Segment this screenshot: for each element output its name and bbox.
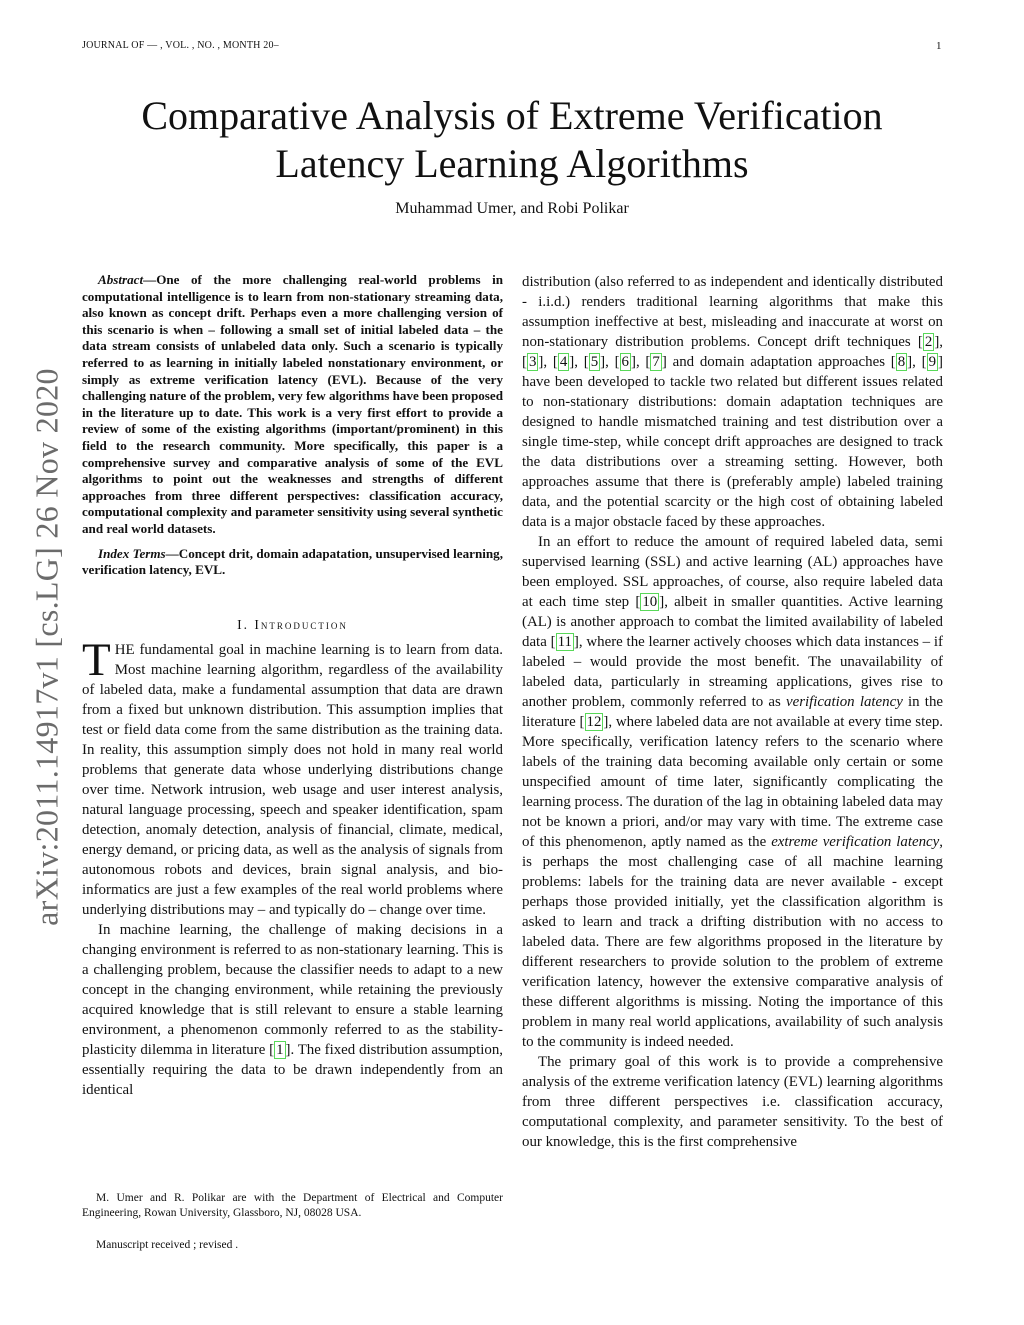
arxiv-stamp[interactable]: arXiv:2011.14917v1 [cs.LG] 26 Nov 2020 bbox=[28, 368, 65, 926]
intro-p1-text: HE fundamental goal in machine learning is to learn from data. Most machine learning algorithm, regardless of the availability of labeled data, make a fundamental assumption that data are drawn from a fixed but unknown distribution. This assumption implies that test or field data come from the same distribution as the training data. In reality, this assumption simply does not hold in many real world problems that generate data whose underlying distributions change over time. Network intrusion, web usage and user interest analysis, natural language processing, speech and speaker identification, spam detection, anomaly detection, analysis of financial, climate, medical, energy demand, or pricing data, as well as the analysis of signals from autonomous robots and devices, brain signal analysis, and bio-informatics are just a few examples of the real world problems where underlying distributions may – and typically do – change over time. bbox=[82, 641, 503, 918]
citation-link-4[interactable]: 4 bbox=[559, 354, 568, 370]
citation-link-6[interactable]: 6 bbox=[621, 354, 629, 370]
index-terms bbox=[82, 546, 503, 579]
right-p2-text-e: , where labeled data are not available at every time step. More specifically, verification latency refers to the scenario where labels of the training data becoming available only certain or some unspecified amount of time later, significantly complicating the learning process. The duration of the lag in obtaining labeled data may not be known a priori, and/or may vary with time. The extreme case of this phenomenon, aptly named as the bbox=[522, 714, 943, 850]
right-paragraph-3: The primary goal of this work is to provide a comprehensive analysis of the extreme verification latency (EVL) learning algorithms from three different perspectives i.e. classification accuracy, computational complexity, and parameter sensitivity. To the best of our knowledge, this is the first comprehensive bbox=[522, 1054, 943, 1150]
term-verification-latency: verification latency bbox=[785, 694, 903, 710]
citation-link-3[interactable]: 3 bbox=[528, 354, 537, 370]
citation-link-7[interactable]: 7 bbox=[652, 354, 660, 370]
right-p2-text-a: In an effort to reduce the amount of required labeled data, semi supervised learning (SSL) and active learning (AL) approaches have been employed. SSL approaches, of course, also require labeled data at each time step bbox=[522, 534, 943, 610]
running-head: JOURNAL OF — , VOL. , NO. , MONTH 20– bbox=[82, 40, 279, 51]
index-terms-label: Index Terms bbox=[98, 545, 166, 561]
affiliation-footnote: M. Umer and R. Polikar are with the Department of Electrical and Computer Engineering, Rowan University, Glassboro, NJ, 08028 USA. bbox=[82, 1192, 503, 1219]
citation-link-10[interactable]: 10 bbox=[642, 594, 658, 610]
right-paragraph-1: distribution (also referred to as independent and identically distributed - i.i.d.) renders traditional learning algorithms that make this assumption ineffective at best, misleading and inaccurate at worst on non-stationary distribution problems. Concept drift techniques [ 2 ], [ 3 ], [ 4 ], [ 5 ], [ 6 ], [ 7 ] and domain adaptation approaches [ 8 ], [ 9 ] have been developed to tackle two related but different issues related to non-stationary distributions: domain adaptation techniques are designed to handle mismatched training and test distribution over a single time-step, while concept drift approaches are designed to track the data distributions over a streaming setting. However, both approaches assume that there is (preferably ample) labeled training data, and the potential scarcity or the high cost of obtaining labeled data is a major obstacle faced by these approaches. bbox=[522, 274, 943, 530]
citation-link-1[interactable]: 1 bbox=[276, 1041, 284, 1058]
intro-paragraph-2: In machine learning, the challenge of making decisions in a changing environment is referred to as non-stationary learning. This is a challenging problem, because the classifier needs to adapt to a new concept in the changing environment, while retaining the previously acquired knowledge that is still relevant to ensure a stable learning environment, a phenomenon commonly referred to as the stability-plasticity dilemma in literature [ 1 ]. The fixed distribution assumption, essentially requiring the data to be drawn independently from an identical bbox=[82, 921, 503, 1098]
paper-title bbox=[0, 92, 1024, 188]
right-p1-text-a: distribution (also referred to as independent and identically distributed - i.i.d.) renders traditional learning algorithms that make this assumption ineffective at best, misleading and inaccurate at worst on non-stationary distribution problems. Concept drift techniques bbox=[522, 274, 943, 350]
term-extreme-verification-latency: extreme verification latency bbox=[771, 834, 940, 850]
right-p2-text-d: in the literature bbox=[522, 694, 943, 730]
manuscript-footnote: Manuscript received ; revised . bbox=[96, 1239, 239, 1251]
citation-link-12[interactable]: 12 bbox=[586, 714, 602, 730]
page-number: 1 bbox=[936, 40, 942, 52]
citation-link-2[interactable]: 2 bbox=[924, 334, 933, 350]
right-p2-text-f: , is perhaps the most challenging case of all machine learning problems: labels for the training data are never available - except perhaps those provided initially, yet the classification algorithm is asked to learn and track a drifting distribution with no access to labeled data. There are few algorithms proposed in the literature by different researchers to provide solution to the problem of extreme verification latency, however the extensive comparative analysis of these different algorithms is missing. Noting the importance of this problem in many real world applications, availability of such analysis to the community is indeed needed. bbox=[522, 834, 943, 1050]
abstract-text: —One of the more challenging real-world problems in computational intelligence is to learn from non-stationary streaming data, also known as concept drift. Perhaps even a more challenging version of this scenario is when – following a small set of initial labeled data – the data stream consists of unlabeled data only. Such a scenario is typically referred to as learning in initially labeled nonstationary environment, or simply as extreme verification latency (EVL). Because of the very challenging nature of the problem, very few algorithms have been proposed in the literature up to date. This work is a very first effort to provide a review of some of the existing algorithms (important/prominent) in this field to the research community. More specifically, this paper is a comprehensive survey and comparative analysis of some of the EVL algorithms to point out the weaknesses and strengths of different approaches from three different perspectives: classification accuracy, computational complexity and parameter sensitivity using several synthetic and real world datasets. bbox=[82, 272, 503, 536]
citation-link-11[interactable]: 11 bbox=[557, 634, 572, 650]
left-column bbox=[82, 272, 503, 1100]
right-column bbox=[522, 272, 943, 1152]
right-p2-text-c: , where the learner actively chooses which data instances – if labeled – would provide the most benefit. The unavailability of labeled data, particularly in streaming applications, gives rise to another problem, commonly referred to as bbox=[522, 634, 943, 710]
right-p1-text-c: have been developed to tackle two related but different issues related to non-stationary distributions: domain adaptation techniques are designed to handle mismatched training and test distribution over a single time-step, while concept drift approaches are designed to track the data distributions over a streaming setting. However, both approaches assume that there is (preferably ample) labeled training data, and the potential scarcity or the high cost of obtaining labeled data is a major obstacle faced by these approaches. bbox=[522, 374, 943, 530]
title-line-2: Latency Learning Algorithms bbox=[275, 141, 749, 186]
section-number: I. bbox=[237, 616, 249, 632]
citation-link-8[interactable]: 8 bbox=[897, 354, 906, 370]
right-p1-text-b: and domain adaptation approaches bbox=[666, 354, 891, 370]
right-p2-text-b: , albeit in smaller quantities. Active learning (AL) is another approach to combat the limited availability of labeled data bbox=[522, 594, 943, 650]
section-heading bbox=[82, 617, 503, 633]
index-terms-text: —Concept drit, domain adapatation, unsupervised learning, verification latency, EVL. bbox=[82, 545, 503, 578]
abstract bbox=[82, 272, 503, 538]
intro-p2-text-a: In machine learning, the challenge of making decisions in a changing environment is referred to as non-stationary learning. This is a challenging problem, because the classifier needs to adapt to a new concept in the changing environment, while retaining the previously acquired knowledge that is still relevant to ensure a stable learning environment, a phenomenon commonly referred to as the stability-plasticity dilemma in literature bbox=[82, 921, 503, 1058]
intro-paragraph-1 bbox=[82, 633, 503, 920]
dropcap-letter: T bbox=[82, 633, 111, 686]
section-title: Introduction bbox=[254, 616, 348, 632]
right-paragraph-2: In an effort to reduce the amount of required labeled data, semi supervised learning (SSL) and active learning (AL) approaches have been employed. SSL approaches, of course, also require labeled data at each time step [ 10 ], albeit in smaller quantities. Active learning (AL) is another approach to combat the limited availability of labeled data [ 11 ], where the learner actively chooses which data instances – if labeled – would provide the most benefit. The unavailability of labeled data, particularly in streaming applications, gives rise to another problem, commonly referred to as verification latency in the literature [ 12 ], where labeled data are not available at every time step. More specifically, verification latency refers to the scenario where labels of the training data becoming available only certain or some unspecified amount of time later, significantly complicating the learning process. The duration of the lag in obtaining labeled data may not be known a priori, and/or may vary with time. The extreme case of this phenomenon, aptly named as the extreme verification latency, is perhaps the most challenging case of all machine learning problems: labels for the training data are never available - except perhaps those provided initially, yet the classification algorithm is asked to learn and track a drifting distribution with no access to labeled data. There are few algorithms proposed in the literature by different researchers to provide solution to the problem of extreme verification latency, however the extensive comparative analysis of these different algorithms is missing. Noting the importance of this problem in many real world applications, availability of such analysis to the community is indeed needed. bbox=[522, 534, 943, 1050]
citation-link-9[interactable]: 9 bbox=[928, 354, 937, 370]
abstract-label: Abstract bbox=[98, 272, 144, 287]
author-list: Muhammad Umer, and Robi Polikar bbox=[395, 200, 629, 217]
intro-p2-text-b: . The fixed distribution assumption, essentially requiring the data to be drawn independently from an identical bbox=[82, 1041, 503, 1098]
title-line-1: Comparative Analysis of Extreme Verification bbox=[141, 93, 883, 138]
citation-link-5[interactable]: 5 bbox=[590, 354, 599, 370]
